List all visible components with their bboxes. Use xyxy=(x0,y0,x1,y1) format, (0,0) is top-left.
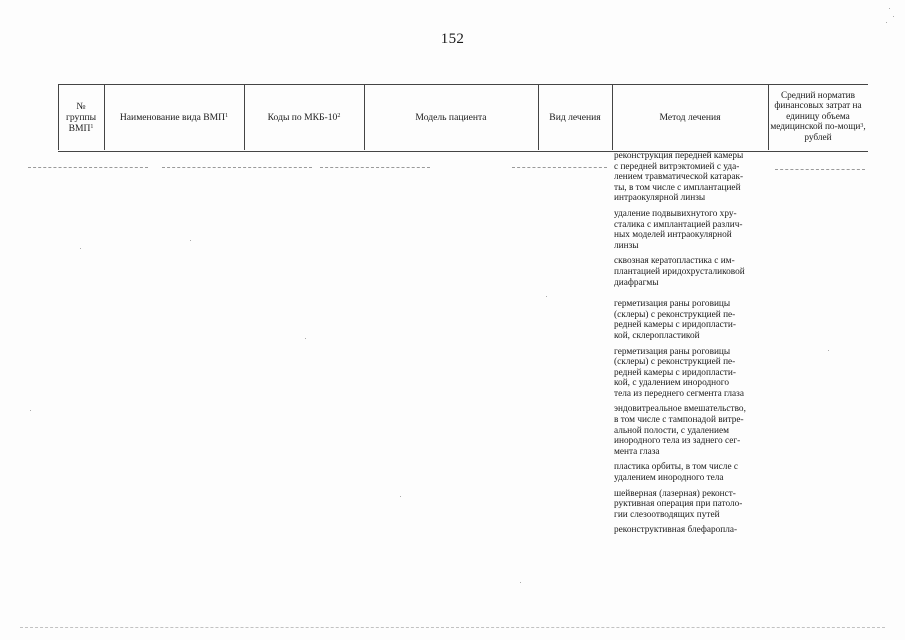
scan-dash xyxy=(20,627,885,628)
method-item: сквозная кератопластика с им- плантацией иридохрусталиковой диафрагмы xyxy=(614,256,745,288)
method-item: герметизация раны роговицы (склеры) с реконструкцией пе- редней камеры с иридопласти- кой, склеропластикой xyxy=(614,299,736,341)
treatment-methods-list xyxy=(614,151,772,541)
scan-dash xyxy=(320,167,430,168)
method-item: эндовитреальное вмешательство, в том числе с тампонадой витре- альной полости, с удалением инородного тела из заднего сег- мента глаза xyxy=(614,404,746,457)
header-vmp-type: Наименование вида ВМП$^1$ xyxy=(119,111,229,123)
scan-speck xyxy=(80,248,81,249)
header-treatment-type: Вид лечения xyxy=(549,111,601,123)
scan-speck xyxy=(546,296,547,297)
header-icd-codes: Коды по МКБ-$10^2$ xyxy=(267,111,341,123)
scan-dash xyxy=(775,169,865,170)
method-item: герметизация раны роговицы (склеры) с реконструкцией пе- редней камеры с иридопласти- кой, с удалением инородного тела из переднего сегмента глаза xyxy=(614,346,744,399)
header-group-number: № группы ВМП$^1$ xyxy=(65,100,97,134)
method-item: реконструкция передней камеры с передней витрэктомией с уда- лением травматической катарак- ты, в том числе с имплантацией интраокулярной линзы xyxy=(614,151,744,204)
header-financial-norm: Средний норматив финансовых затрат на единицу объема медицинской по-мощи$^3$, рублей xyxy=(770,90,866,143)
scan-speck xyxy=(828,350,829,351)
method-item: пластика орбиты, в том числе с удалением инородного тела xyxy=(614,462,739,484)
header-treatment-method: Метод лечения xyxy=(659,111,721,123)
scan-speck xyxy=(520,582,521,583)
header-patient-model: Модель пациента xyxy=(415,111,487,123)
method-item: шейверная (лазерная) реконст- руктивная операция при патоло- гии слезоотводящих путей xyxy=(614,488,743,520)
scan-speck xyxy=(190,240,191,241)
method-item: реконструктивная блефаропла- xyxy=(614,525,738,536)
scan-speck xyxy=(30,410,31,411)
method-item: удаление подвывихнутого хру- сталика с имплантацией различ- ных моделей интраокулярной линзы xyxy=(614,208,743,251)
scan-speck xyxy=(886,22,887,23)
scan-speck xyxy=(400,496,401,497)
scan-speck xyxy=(889,8,890,9)
page-number: 152 xyxy=(440,31,465,47)
scan-speck xyxy=(305,338,306,339)
scan-dash xyxy=(512,167,607,168)
scan-dash xyxy=(28,167,148,168)
scan-speck xyxy=(893,16,894,17)
scan-dash xyxy=(162,167,312,168)
